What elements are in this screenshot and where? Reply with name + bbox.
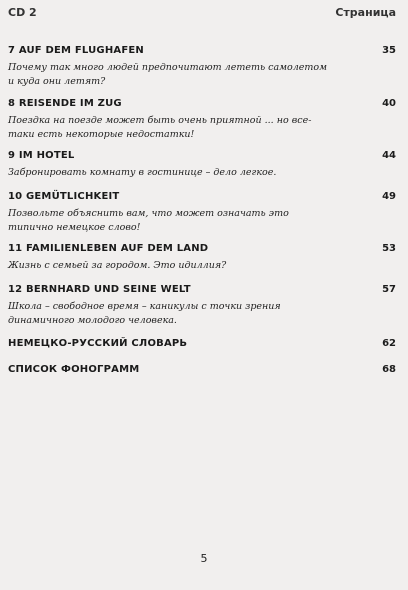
toc-entry-title: НЕМЕЦКО-РУССКИЙ СЛОВАРЬ [8, 338, 188, 349]
page-column-label: Страница [335, 6, 396, 19]
page-number: 5 [200, 552, 208, 565]
toc-entry-description: Школа – свободное время – каникулы с точки зрения динамичного молодого человека. [8, 301, 281, 326]
toc-entry [8, 283, 396, 328]
toc-entry [8, 242, 396, 273]
toc-entry-title: 11 FAMILIENLEBEN AUF DEM LAND [8, 243, 209, 254]
toc-entry-title: 10 GEMÜTLICHKEIT [8, 191, 120, 202]
toc-entry [8, 363, 396, 377]
toc-entry-page: 68 [382, 364, 396, 375]
toc-entry-description: Забронировать комнату в гостинице – дело легкое. [8, 167, 277, 178]
toc-entry-title: 7 AUF DEM FLUGHAFEN [8, 45, 144, 56]
toc-entry-title: 8 REISENDE IM ZUG [8, 98, 122, 109]
toc-entry-description: Позвольте объяснить вам, что может означать это типично немецкое слово! [8, 208, 289, 233]
toc-entry [8, 149, 396, 180]
toc-entry-title: СПИСОК ФОНОГРАММ [8, 364, 140, 375]
toc-entry-page: 44 [382, 150, 396, 161]
toc-header [8, 6, 396, 22]
toc-entry-description: Поездка на поезде может быть очень приятной ... но все-таки есть некоторые недостатки! [8, 115, 312, 140]
toc-entry [8, 190, 396, 235]
toc-entry-page: 35 [382, 45, 396, 56]
cd-label: CD 2 [8, 6, 37, 19]
toc-entry-page: 49 [382, 191, 396, 202]
toc-entry-page: 62 [382, 338, 396, 349]
toc-entry [8, 337, 396, 351]
toc-entry-page: 53 [382, 243, 396, 254]
toc-entry-title: 12 BERNHARD UND SEINE WELT [8, 284, 191, 295]
toc-entry [8, 44, 396, 89]
toc-entry-description: Жизнь с семьей за городом. Это идиллия? [8, 260, 227, 271]
toc-entry-description: Почему так много людей предпочитают лететь самолетом и куда они летят? [8, 62, 328, 87]
toc-entry-page: 40 [382, 98, 396, 109]
toc-entry [8, 97, 396, 142]
toc-entry-title: 9 IM HOTEL [8, 150, 75, 161]
toc-entry-page: 57 [382, 284, 396, 295]
